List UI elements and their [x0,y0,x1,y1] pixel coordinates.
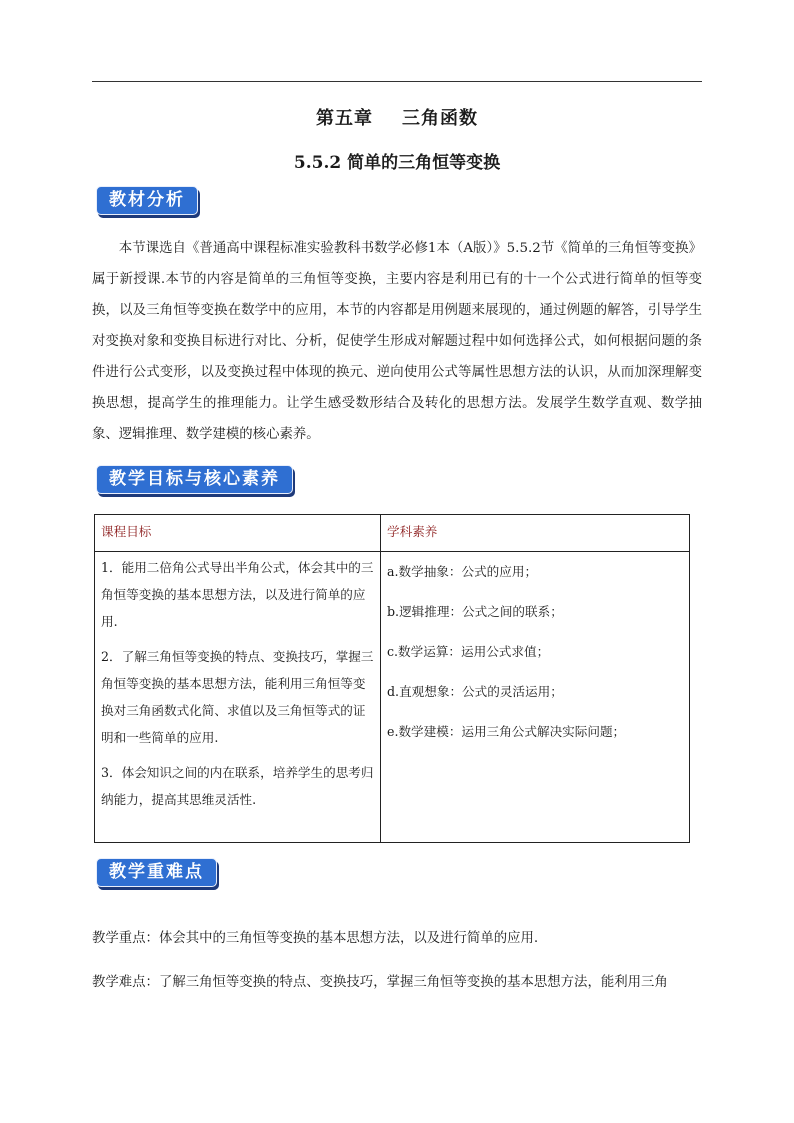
header-course-goals: 课程目标 [95,515,381,552]
table-body-row [95,552,690,843]
literacy-item: d.直观想象：公式的灵活运用； [387,684,563,699]
literacy-item: b.逻辑推理：公式之间的联系； [387,604,563,619]
table-header-row [95,515,690,552]
goals-table [94,514,690,843]
section-title: 5.5.2 简单的三角恒等变换 [293,153,501,173]
analysis-paragraph: 本节课选自《普通高中课程标准实验教科书数学必修1本（A版）》5.5.2节《简单的三角恒等变换》属于新授课.本节的内容是简单的三角恒等变换，主要内容是利用已有的十一个公式进行简单的恒等变换，以及三角恒等变换在数学中的应用，本节的内容都是用例题来展现的，通过例题的解答，引导学生对变换对象和变换目标进行对比、分析，促使学生形成对解题过程中如何选择公式，如何根据问题的条件进行公式变形，以及变换过程中体现的换元、逆向使用公式等属性思想方法的认识，从而加深理解变换思想，提高学生的推理能力。让学生感受数形结合及转化的思想方法。发展学生数学直观、数学抽象、逻辑推理、数学建模的核心素养。 [92,241,702,442]
literacy-item: c.数学运算：运用公式求值； [387,644,550,659]
literacy-item: a.数学抽象：公式的应用； [387,564,538,579]
header-rule [92,81,702,82]
key-point-text: 教学重点：体会其中的三角恒等变换的基本思想方法，以及进行简单的应用. [92,931,539,946]
chapter-title: 第五章 三角函数 [315,108,479,129]
course-goal-item: 1．能用二倍角公式导出半角公式，体会其中的三角恒等变换的基本思想方法，以及进行简单的应用. [101,560,374,629]
course-goal-item: 3．体会知识之间的内在联系，培养学生的思考归纳能力，提高其思维灵活性. [101,765,374,807]
header-literacy: 学科素养 [381,515,690,552]
keypoints-badge: 教学重难点 [96,858,217,887]
analysis-badge: 教材分析 [96,186,198,215]
course-goal-item: 2．了解三角恒等变换的特点、变换技巧，掌握三角恒等变换的基本思想方法，能利用三角恒等变换对三角函数式化简、求值以及三角恒等式的证明和一些简单的应用. [101,649,374,745]
literacy-item: e.数学建模：运用三角公式解决实际问题； [387,724,626,739]
goals-badge: 教学目标与核心素养 [96,465,293,494]
difficult-point-text: 教学难点：了解三角恒等变换的特点、变换技巧，掌握三角恒等变换的基本思想方法，能利用三角 [92,975,668,990]
literacy-cell [381,552,690,843]
course-goals-cell [95,552,381,843]
